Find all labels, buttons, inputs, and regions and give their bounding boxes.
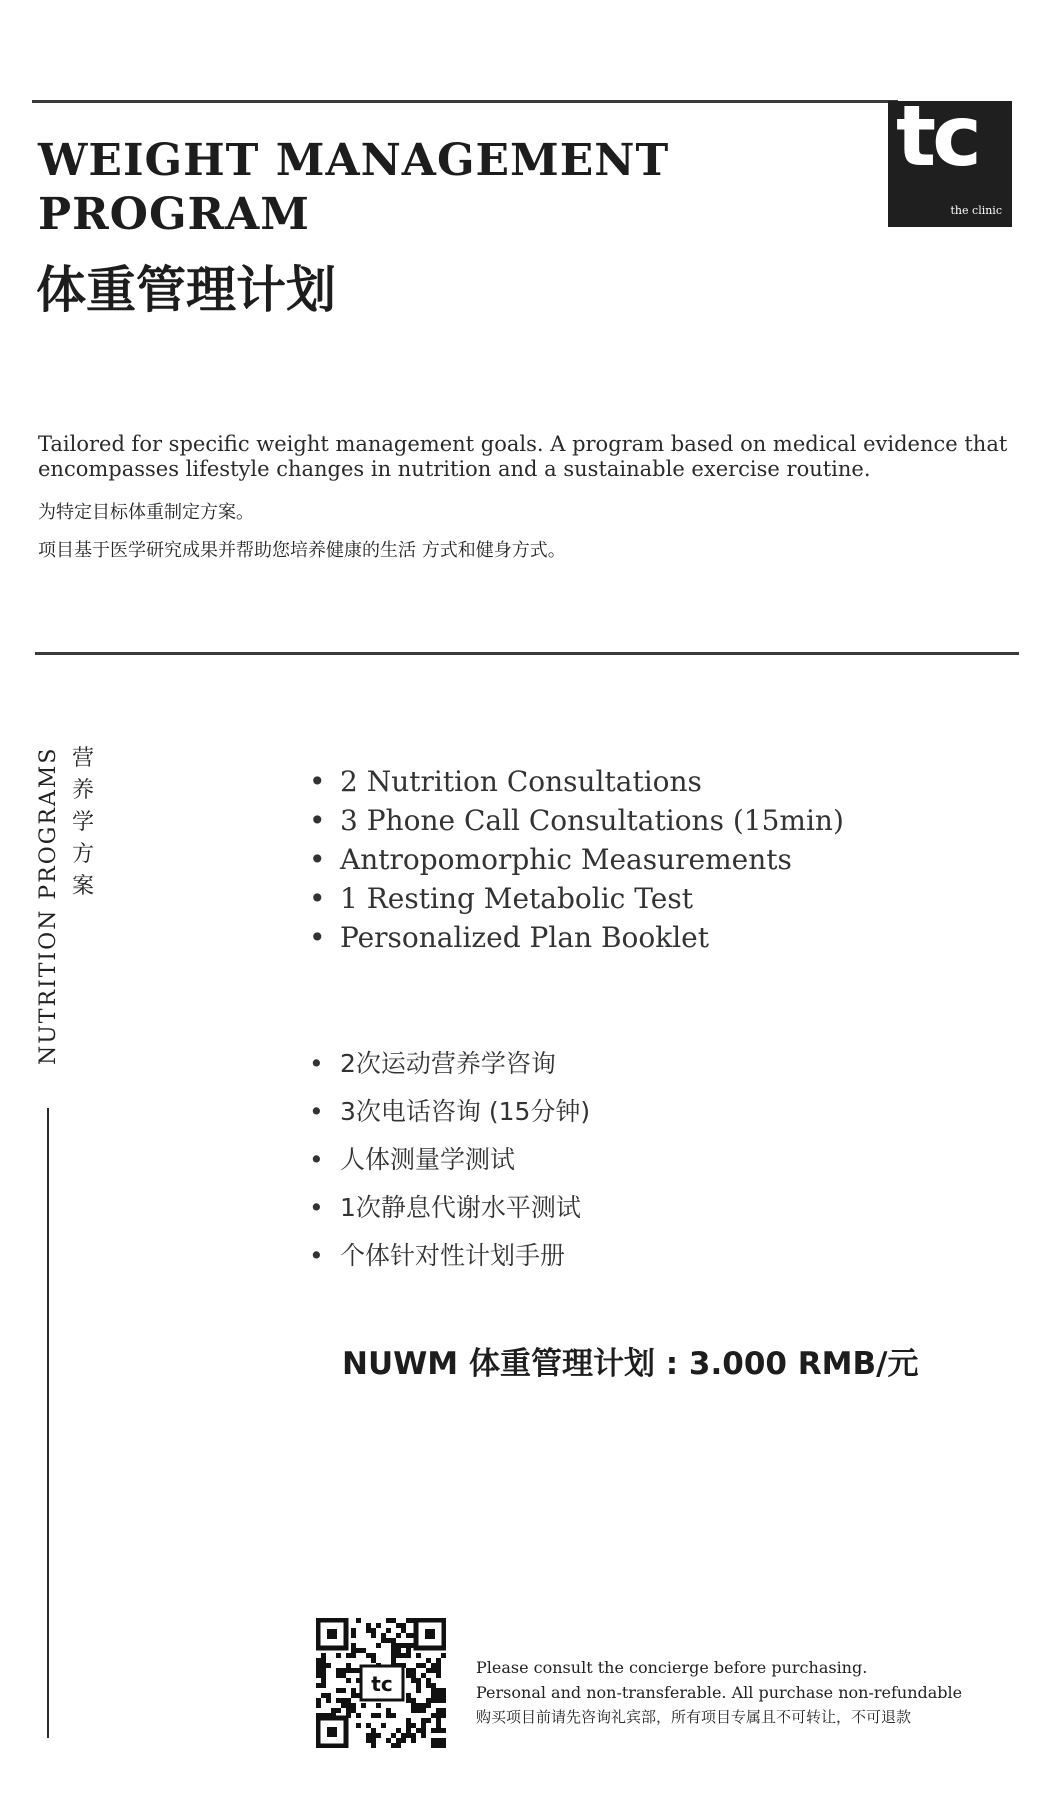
qr-module: [421, 1663, 426, 1668]
qr-module: [431, 1683, 436, 1688]
qr-module: [436, 1708, 441, 1713]
qr-module: [436, 1723, 441, 1728]
qr-module: [351, 1708, 356, 1713]
qr-module: [391, 1733, 396, 1738]
qr-module: [401, 1643, 406, 1648]
qr-module: [406, 1633, 411, 1638]
qr-module: [436, 1688, 441, 1693]
qr-module: [336, 1673, 341, 1678]
qr-module: [366, 1738, 371, 1743]
section-label-en: NUTRITION PROGRAMS: [36, 746, 61, 1065]
qr-module: [441, 1738, 446, 1743]
qr-module: [346, 1668, 351, 1673]
qr-module: [416, 1728, 421, 1733]
list-item: • 人体测量学测试: [300, 1136, 590, 1184]
qr-module: [366, 1723, 371, 1728]
qr-module: [421, 1718, 426, 1723]
qr-module: [381, 1638, 386, 1643]
qr-module: [321, 1658, 326, 1663]
qr-module: [441, 1743, 446, 1748]
qr-module: [321, 1683, 326, 1688]
qr-module: [431, 1688, 436, 1693]
qr-module: [326, 1693, 331, 1698]
list-item: • Personalized Plan Booklet: [300, 918, 844, 957]
qr-module: [396, 1648, 401, 1653]
qr-module: [346, 1703, 351, 1708]
qr-module: [321, 1693, 326, 1698]
qr-module: [396, 1623, 401, 1628]
qr-module: [321, 1653, 326, 1658]
qr-module: [441, 1653, 446, 1658]
qr-module: [406, 1668, 411, 1673]
qr-module: [341, 1688, 346, 1693]
qr-module: [351, 1653, 356, 1658]
qr-module: [341, 1673, 346, 1678]
qr-module: [441, 1708, 446, 1713]
list-item: • 2次运动营养学咨询: [300, 1040, 590, 1088]
list-item: • 个体针对性计划手册: [300, 1232, 590, 1280]
qr-module: [371, 1633, 376, 1638]
qr-module: [436, 1718, 441, 1723]
qr-module: [431, 1663, 436, 1668]
qr-module: [406, 1618, 411, 1623]
qr-module: [336, 1698, 341, 1703]
qr-module: [346, 1663, 351, 1668]
section-divider: [35, 652, 1019, 655]
qr-module: [321, 1663, 326, 1668]
qr-module: [441, 1688, 446, 1693]
qr-module: [396, 1728, 401, 1733]
logo-subtitle: the clinic: [950, 204, 1002, 217]
qr-module: [351, 1688, 356, 1693]
qr-module: [341, 1703, 346, 1708]
qr-code[interactable]: [316, 1618, 446, 1748]
description-en: Tailored for specific weight management goals. A program based on medical evidence that encompasses lifestyle changes in nutrition and a sustainable exercise routine.: [38, 432, 1008, 481]
qr-module: [371, 1658, 376, 1663]
qr-module: [316, 1658, 321, 1663]
qr-module: [366, 1733, 371, 1738]
qr-module: [406, 1733, 411, 1738]
qr-module: [426, 1683, 431, 1688]
qr-module: [386, 1713, 391, 1718]
qr-module: [351, 1643, 356, 1648]
qr-module: [416, 1708, 421, 1713]
qr-module: [366, 1653, 371, 1658]
qr-module: [391, 1648, 396, 1653]
qr-module: [411, 1733, 416, 1738]
qr-module: [426, 1658, 431, 1663]
qr-module: [436, 1668, 441, 1673]
qr-module: [436, 1658, 441, 1663]
qr-module: [336, 1668, 341, 1673]
qr-module: [436, 1693, 441, 1698]
qr-module: [316, 1703, 321, 1708]
page-title-cn: 体重管理计划: [36, 261, 336, 319]
qr-module: [401, 1738, 406, 1743]
qr-module: [421, 1728, 426, 1733]
qr-module: [431, 1668, 436, 1673]
qr-module: [436, 1743, 441, 1748]
qr-module: [416, 1703, 421, 1708]
qr-module: [366, 1628, 371, 1633]
qr-module: [411, 1723, 416, 1728]
qr-module: [386, 1708, 391, 1713]
qr-module: [326, 1698, 331, 1703]
qr-module: [361, 1648, 366, 1653]
qr-module: [406, 1693, 411, 1698]
qr-module: [386, 1738, 391, 1743]
qr-module: [396, 1743, 401, 1748]
qr-module: [316, 1663, 321, 1668]
qr-module: [441, 1713, 446, 1718]
qr-module: [441, 1693, 446, 1698]
qr-module: [391, 1618, 396, 1623]
qr-module: [421, 1703, 426, 1708]
section-label-cn-char: 案: [72, 874, 95, 899]
qr-module: [321, 1668, 326, 1673]
section-label-cn-char: 学: [72, 810, 95, 835]
section-label-cn-char: 营: [72, 746, 95, 771]
section-label-cn: [72, 743, 94, 903]
qr-module: [421, 1723, 426, 1728]
qr-module: [411, 1678, 416, 1683]
qr-module: [336, 1653, 341, 1658]
qr-module: [436, 1663, 441, 1668]
qr-module: [316, 1698, 321, 1703]
qr-module: [426, 1703, 431, 1708]
qr-module: [351, 1628, 356, 1633]
qr-module: [361, 1703, 366, 1708]
qr-module: [386, 1618, 391, 1623]
description-cn-2: 项目基于医学研究成果并帮助您培养健康的生活 方式和健身方式。: [38, 540, 566, 561]
qr-module: [356, 1648, 361, 1653]
qr-module: [346, 1678, 351, 1683]
footer-line-3: 购买项目前请先咨询礼宾部，所有项目专属且不可转让，不可退款: [476, 1708, 912, 1726]
qr-module: [376, 1643, 381, 1648]
qr-module: [371, 1738, 376, 1743]
qr-module: [321, 1678, 326, 1683]
qr-module: [316, 1668, 321, 1673]
qr-module: [366, 1623, 371, 1628]
qr-module: [351, 1703, 356, 1708]
qr-module: [396, 1653, 401, 1658]
qr-module: [421, 1708, 426, 1713]
qr-module: [316, 1673, 321, 1678]
qr-module: [406, 1723, 411, 1728]
qr-module: [376, 1623, 381, 1628]
qr-module: [376, 1703, 381, 1708]
list-item: • 2 Nutrition Consultations: [300, 762, 844, 801]
qr-module: [411, 1698, 416, 1703]
footer-note: [476, 1655, 962, 1730]
qr-module: [436, 1728, 441, 1733]
qr-module: [411, 1708, 416, 1713]
qr-module: [436, 1738, 441, 1743]
qr-module: [371, 1628, 376, 1633]
qr-module: [436, 1713, 441, 1718]
clinic-logo: [888, 87, 1012, 227]
qr-module: [426, 1718, 431, 1723]
qr-module: [391, 1713, 396, 1718]
qr-module: [431, 1743, 436, 1748]
qr-module: [351, 1668, 356, 1673]
qr-module: [426, 1668, 431, 1673]
qr-module: [416, 1683, 421, 1688]
qr-module: [421, 1733, 426, 1738]
qr-module: [396, 1643, 401, 1648]
qr-module: [406, 1648, 411, 1653]
footer-line-1: Please consult the concierge before purchasing.: [476, 1658, 868, 1677]
qr-module: [336, 1688, 341, 1693]
qr-module: [431, 1713, 436, 1718]
top-rule: [32, 100, 898, 103]
page-title-en: WEIGHT MANAGEMENT PROGRAM: [38, 135, 670, 240]
qr-module: [341, 1698, 346, 1703]
section-label-cn-char: 方: [72, 842, 95, 867]
qr-module: [406, 1698, 411, 1703]
qr-module: [406, 1673, 411, 1678]
qr-module: [351, 1648, 356, 1653]
section-label: [28, 745, 110, 1075]
qr-module: [416, 1678, 421, 1683]
list-item: • 1 Resting Metabolic Test: [300, 879, 844, 918]
qr-module: [376, 1733, 381, 1738]
qr-module: [356, 1713, 361, 1718]
program-items-cn: [300, 1040, 590, 1280]
vertical-rule: [47, 1108, 49, 1738]
qr-module: [336, 1708, 341, 1713]
qr-module: [371, 1728, 376, 1733]
qr-module: [341, 1668, 346, 1673]
qr-module: [316, 1683, 321, 1688]
qr-module: [376, 1713, 381, 1718]
qr-module: [401, 1628, 406, 1633]
qr-module: [431, 1728, 436, 1733]
qr-module: [436, 1698, 441, 1703]
qr-module: [321, 1673, 326, 1678]
qr-module: [416, 1688, 421, 1693]
qr-module: [391, 1658, 396, 1663]
qr-module: [401, 1653, 406, 1658]
qr-module: [401, 1623, 406, 1628]
qr-module: [426, 1698, 431, 1703]
qr-module: [406, 1718, 411, 1723]
qr-center-label: tc: [371, 1672, 393, 1696]
qr-module: [411, 1703, 416, 1708]
qr-module: [356, 1618, 361, 1623]
qr-module: [391, 1653, 396, 1658]
qr-module: [406, 1728, 411, 1733]
qr-module: [416, 1663, 421, 1668]
qr-module: [371, 1743, 376, 1748]
qr-module: [431, 1738, 436, 1743]
qr-module: [406, 1653, 411, 1658]
qr-module: [401, 1733, 406, 1738]
qr-module: [346, 1698, 351, 1703]
qr-module: [371, 1713, 376, 1718]
qr-module: [371, 1733, 376, 1738]
qr-module: [411, 1738, 416, 1743]
qr-module: [421, 1673, 426, 1678]
qr-module: [386, 1638, 391, 1643]
qr-module: [416, 1653, 421, 1658]
qr-module: [351, 1633, 356, 1638]
section-label-cn-char: 养: [72, 778, 95, 803]
qr-module: [391, 1643, 396, 1648]
qr-module: [331, 1708, 336, 1713]
qr-module: [441, 1698, 446, 1703]
qr-module: [441, 1728, 446, 1733]
list-item: • 3次电话咨询 (15分钟): [300, 1088, 590, 1136]
qr-module: [346, 1653, 351, 1658]
description-cn-1: 为特定目标体重制定方案。: [38, 502, 254, 523]
qr-module: [396, 1738, 401, 1743]
qr-module: [371, 1653, 376, 1658]
qr-module: [396, 1633, 401, 1638]
list-item: • 3 Phone Call Consultations (15min): [300, 801, 844, 840]
logo-mark: tc: [896, 87, 978, 185]
program-items-en: [300, 762, 844, 957]
qr-module: [386, 1628, 391, 1633]
qr-module: [356, 1723, 361, 1728]
qr-module: [406, 1643, 411, 1648]
list-item: • 1次静息代谢水平测试: [300, 1184, 590, 1232]
qr-module: [391, 1743, 396, 1748]
qr-module: [431, 1698, 436, 1703]
qr-module: [391, 1638, 396, 1643]
qr-module: [351, 1693, 356, 1698]
footer-line-2: Personal and non-transferable. All purchase non-refundable: [476, 1683, 963, 1702]
qr-module: [381, 1723, 386, 1728]
price-label: NUWM 体重管理计划 : 3.000 RMB/元: [342, 1346, 919, 1382]
qr-module: [436, 1673, 441, 1678]
qr-module: [326, 1663, 331, 1668]
qr-module: [411, 1673, 416, 1678]
qr-module: [346, 1708, 351, 1713]
list-item: • Antropomorphic Measurements: [300, 840, 844, 879]
qr-module: [411, 1668, 416, 1673]
qr-module: [431, 1693, 436, 1698]
qr-module: [381, 1633, 386, 1638]
qr-module: [426, 1678, 431, 1683]
